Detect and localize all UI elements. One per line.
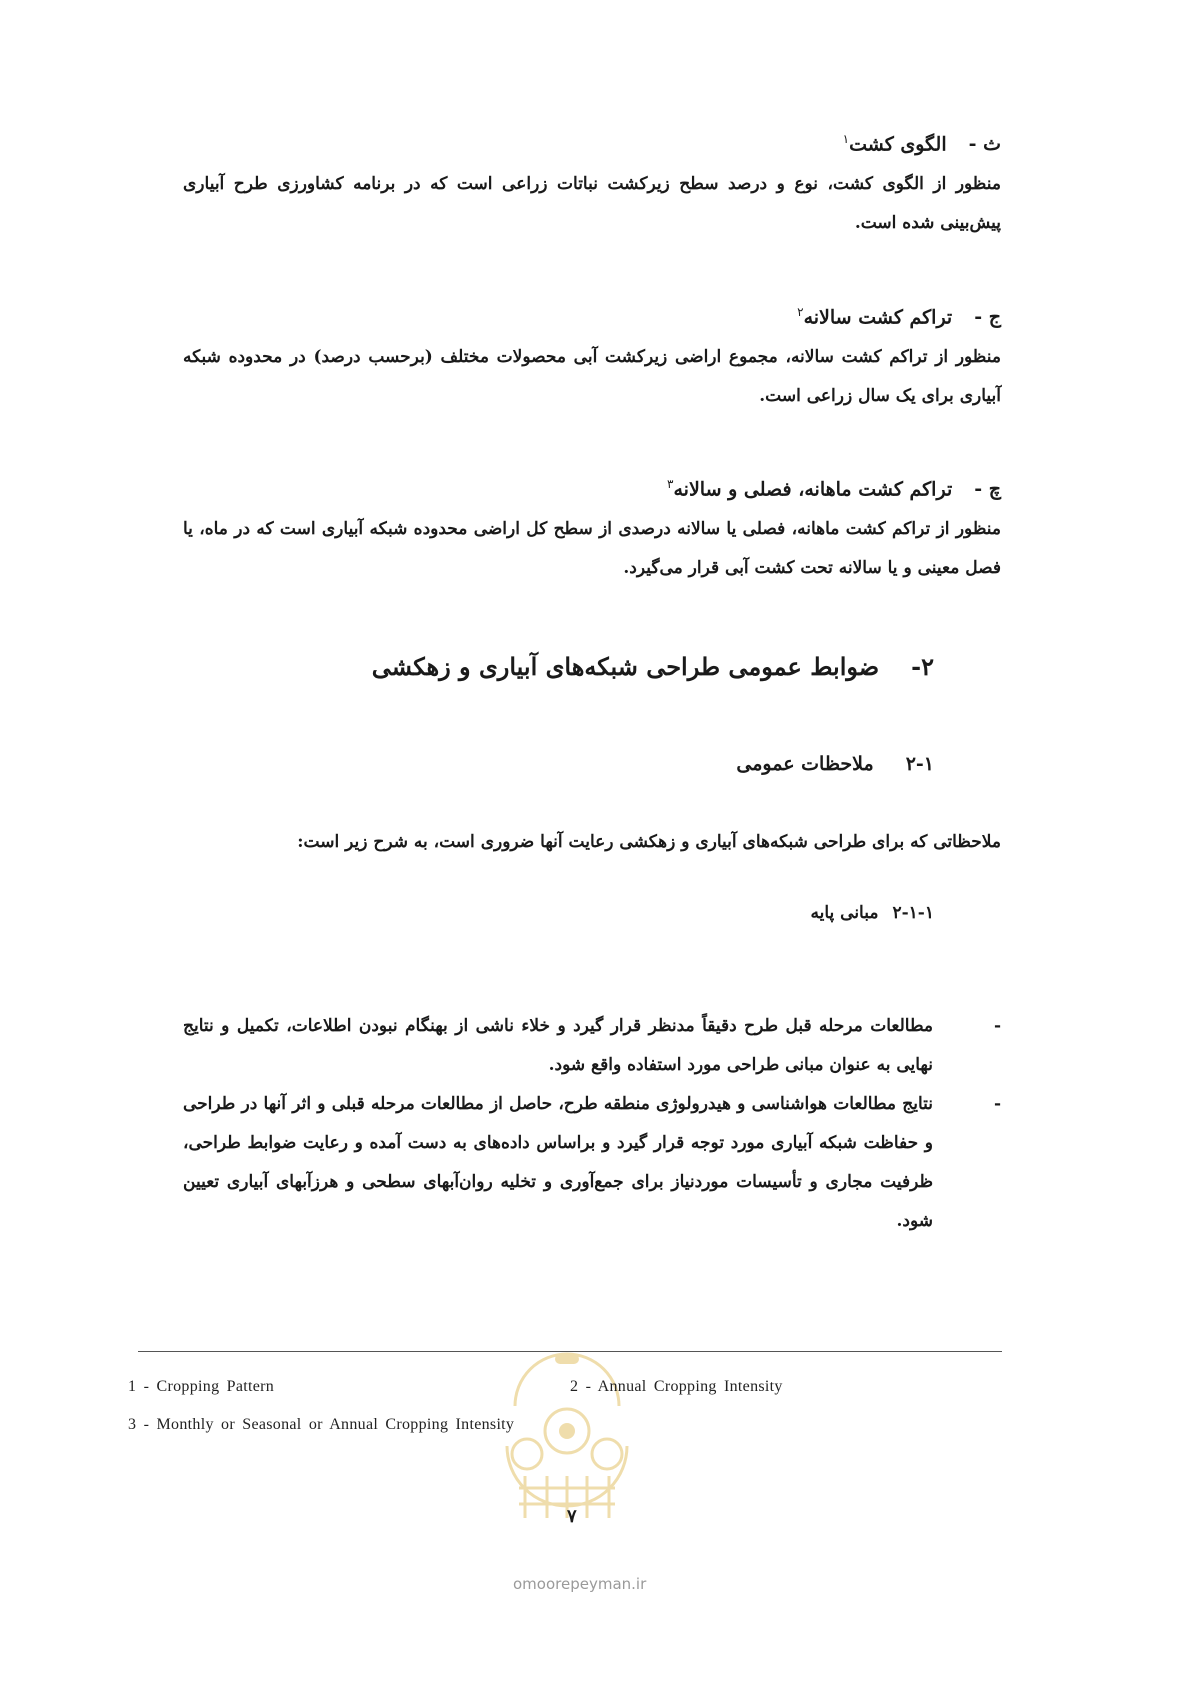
section-body: منظور از الگوی کشت، نوع و درصد سطح زیرکشت نباتات زراعی است که در برنامه کشاورزی طرح آبیاری پیش‌بینی شده است.	[183, 174, 1001, 234]
section-heading-general	[736, 753, 934, 775]
section-letter: ج -	[974, 306, 1001, 329]
watermark-logo-icon	[495, 1326, 639, 1526]
chapter-title: ضوابط عمومی طراحی شبکه‌های آبیاری و زهکشی	[371, 652, 880, 681]
bullet-text: نتایج مطالعات هواشناسی و هیدرولوژی منطقه طرح، حاصل از مطالعات مرحله قبلی و اثر آنها در طراحی و حفاظت شبکه آبیاری مورد توجه قرار گیرد و براساس داده‌های به دست آمده و رعایت ضوابط طراحی، ظرفیت مجاری و تأسیسات موردنیاز برای جمع‌آوری و تخلیه روان‌آبهای سطحی و هرزآبهای آبیاری تعیین شود.	[183, 1094, 933, 1231]
section-heading	[183, 305, 1001, 328]
section-letter: چ -	[974, 478, 1001, 501]
section-title: تراکم کشت ماهانه، فصلی و سالانه	[673, 478, 953, 501]
section-title-general: ملاحظات عمومی	[736, 753, 874, 775]
intro-text: ملاحظاتی که برای طراحی شبکه‌های آبیاری و زهکشی رعایت آنها ضروری است، به شرح زیر است:	[297, 832, 1001, 852]
section-heading	[183, 132, 1001, 155]
watermark-text: omoorepeyman.ir	[513, 1575, 647, 1593]
section-cropping-pattern	[183, 132, 1001, 243]
subsection-heading	[810, 903, 934, 923]
section-annual-cropping-intensity	[183, 305, 1001, 416]
footnote-ref: ۲	[797, 305, 804, 319]
section-body: منظور از تراکم کشت سالانه، مجموع اراضی زیرکشت آبی محصولات مختلف (برحسب درصد) در محدوده شبکه آبیاری برای یک سال زراعی است.	[183, 347, 1001, 407]
footnote-ref: ۳	[667, 477, 674, 491]
section-title: الگوی کشت	[849, 133, 947, 156]
section-title: تراکم کشت سالانه	[803, 306, 953, 329]
section-monthly-cropping-intensity	[183, 477, 1001, 588]
footnote-1: 1 - Cropping Pattern	[128, 1378, 275, 1395]
bullet-text: مطالعات مرحله قبل طرح دقیقاً مدنظر قرار گیرد و خلاء ناشی از بهنگام نبودن اطلاعات، تکمیل و نتایج نهایی به عنوان مبانی طراحی مورد استفاده واقع شود.	[183, 1016, 933, 1075]
section-intro	[183, 823, 1001, 862]
section-body: منظور از تراکم کشت ماهانه، فصلی یا سالانه درصدی از سطح کل اراضی محدوده شبکه آبیاری است که در ماه، یا فصل معینی و یا سالانه تحت کشت آبی قرار می‌گیرد.	[183, 519, 1001, 579]
list-item	[183, 1085, 1001, 1241]
bullet-list	[183, 1007, 1001, 1241]
list-item	[183, 1007, 1001, 1085]
section-heading	[183, 477, 1001, 500]
bullet-dash: -	[993, 1016, 1001, 1036]
section-number: ۲-۱	[905, 753, 934, 775]
page-number: ۷	[567, 1506, 577, 1527]
bullet-dash: -	[993, 1094, 1001, 1114]
chapter-number: ۲-	[911, 652, 934, 681]
subsection-number: ۲-۱-۱	[892, 903, 934, 923]
footnote-3: 3 - Monthly or Seasonal or Annual Cropping Intensity	[128, 1416, 515, 1433]
subsection-title: مبانی پایه	[810, 903, 879, 923]
footnote-ref: ۱	[842, 132, 850, 146]
footnote-2: 2 - Annual Cropping Intensity	[570, 1378, 783, 1395]
section-letter: ث -	[968, 133, 1001, 156]
chapter-heading	[372, 652, 934, 681]
